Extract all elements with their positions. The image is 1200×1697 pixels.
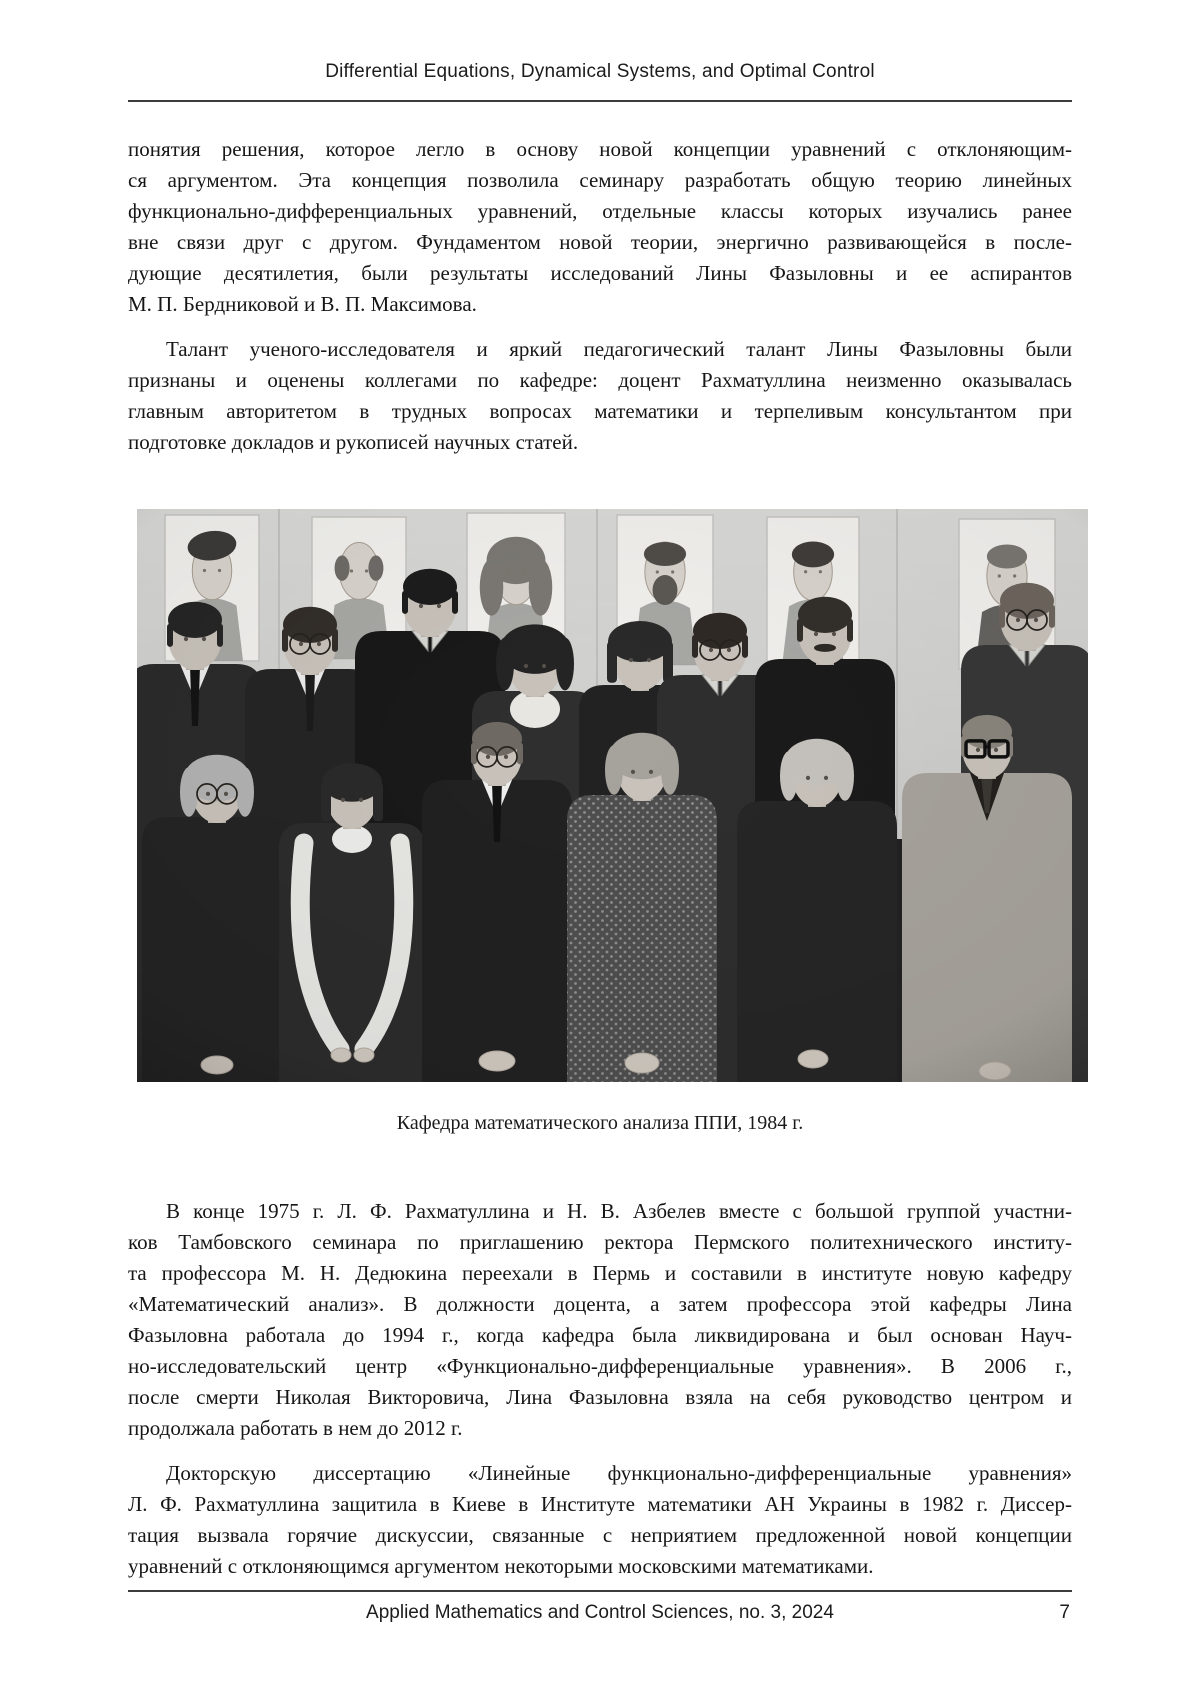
group-photo bbox=[137, 509, 1088, 1082]
text-line: продолжала работать в нем до 2012 г. bbox=[128, 1416, 463, 1440]
text-line: тация вызвала горячие дискуссии, связанные с неприятием предложенной новой концепции bbox=[128, 1523, 1072, 1547]
footer-rule bbox=[128, 1590, 1072, 1592]
body-text-bottom bbox=[128, 1196, 1072, 1582]
text-line: М. П. Бердниковой и В. П. Максимова. bbox=[128, 292, 477, 316]
text-line: ков Тамбовского семинара по приглашению ректора Пермского политехнического институ- bbox=[128, 1230, 1072, 1254]
text-line: вне связи друг с другом. Фундаментом новой теории, энергично развивающейся в после- bbox=[128, 230, 1072, 254]
text-line: понятия решения, которое легло в основу новой концепции уравнений с отклоняющим- bbox=[128, 137, 1072, 161]
paragraph bbox=[128, 1458, 1072, 1582]
footer-journal-line: Applied Mathematics and Control Sciences, no. 3, 2024 bbox=[366, 1602, 834, 1623]
text-line: подготовке докладов и рукописей научных статей. bbox=[128, 430, 579, 454]
text-line: признаны и оценены коллегами по кафедре: доцент Рахматуллина неизменно оказывалась bbox=[128, 368, 1072, 392]
text-line: ся аргументом. Эта концепция позволила семинару разработать общую теорию линейных bbox=[128, 168, 1072, 192]
text-line: Фазыловна работала до 1994 г., когда кафедра была ликвидирована и был основан Науч- bbox=[128, 1323, 1072, 1347]
text-line: уравнений с отклоняющимся аргументом некоторыми московскими математиками. bbox=[128, 1554, 874, 1578]
text-line: В конце 1975 г. Л. Ф. Рахматуллина и Н. В. Азбелев вместе с большой группой участни- bbox=[166, 1199, 1072, 1223]
text-line: Л. Ф. Рахматуллина защитила в Киеве в Институте математики АН Украины в 1982 г. Диссер- bbox=[128, 1492, 1072, 1516]
text-line: та профессора М. Н. Дедюкина переехали в Пермь и составили в институте новую кафедру bbox=[128, 1261, 1072, 1285]
text-line: дующие десятилетия, были результаты исследований Лины Фазыловны и ее аспирантов bbox=[128, 261, 1072, 285]
header-rule bbox=[128, 100, 1072, 102]
text-line: Докторскую диссертацию «Линейные функционально-дифференциальные уравнения» bbox=[166, 1461, 1072, 1485]
text-line: Талант ученого-исследователя и яркий педагогический талант Лины Фазыловны были bbox=[166, 337, 1072, 361]
text-line: но-исследовательский центр «Функционально-дифференциальные уравнения». В 2006 г., bbox=[128, 1354, 1072, 1378]
paragraph bbox=[128, 134, 1072, 320]
text-line: главным авторитетом в трудных вопросах математики и терпеливым консультантом при bbox=[128, 399, 1072, 423]
page-number: 7 bbox=[1059, 1602, 1070, 1623]
paragraph bbox=[128, 1196, 1072, 1444]
paragraph bbox=[128, 334, 1072, 458]
body-text-top bbox=[128, 134, 1072, 458]
photo-caption: Кафедра математического анализа ППИ, 1984 г. bbox=[396, 1112, 804, 1134]
text-line: функционально-дифференциальных уравнений, отдельные классы которых изучались ранее bbox=[128, 199, 1072, 223]
text-line: «Математический анализ». В должности доцента, а затем профессора этой кафедры Лина bbox=[128, 1292, 1072, 1316]
running-head: Differential Equations, Dynamical Systems, and Optimal Control bbox=[325, 61, 875, 82]
text-line: после смерти Николая Викторовича, Лина Фазыловна взяла на себя руководство центром и bbox=[128, 1385, 1072, 1409]
